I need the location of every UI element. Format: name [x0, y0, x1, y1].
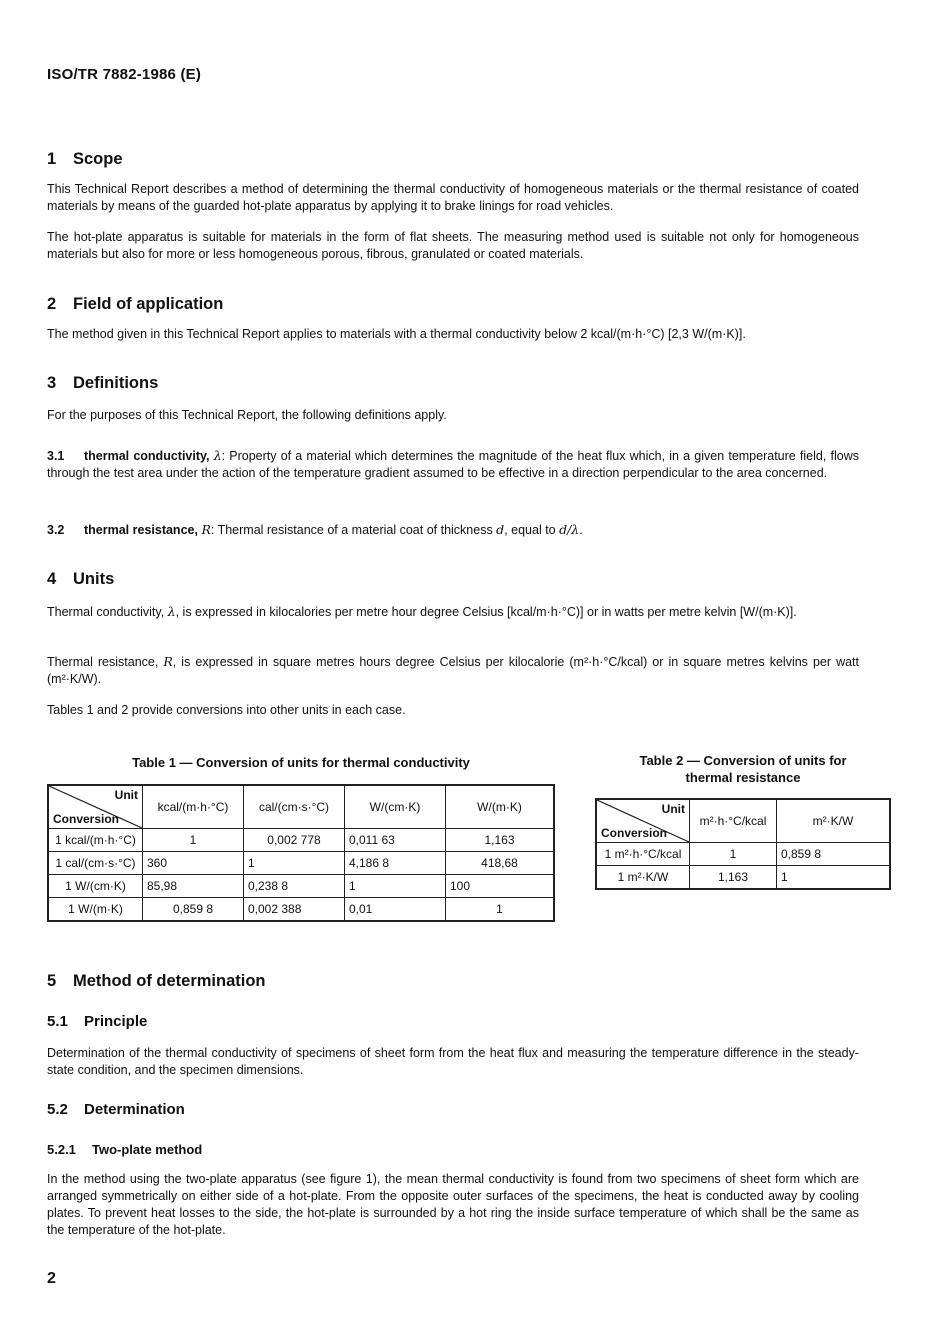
table-2-row-label: 1 m²·K/W: [596, 866, 690, 890]
table-1-cell: 1: [143, 829, 244, 852]
principle-paragraph: Determination of the thermal conductivity of specimens of sheet form from the heat flux and measuring the temperature difference in the steady-state condition, and the specimen dimensions.: [47, 1046, 859, 1077]
table-1-header-row: [48, 785, 554, 829]
table-2-caption-line-2: thermal resistance: [685, 770, 801, 785]
table-2-cell: 1: [690, 843, 777, 866]
table-1-corner-cell: [48, 785, 143, 829]
table-1-cell: 0,011 63: [345, 829, 446, 852]
document-id: ISO/TR 7882-1986 (E): [47, 66, 202, 83]
section-3-heading: 3 Definitions: [47, 374, 159, 392]
table-2-conversion-label: Conversion: [601, 826, 668, 840]
table-1-cell: 100: [446, 875, 555, 898]
units-paragraph-2: Thermal resistance, R, is expressed in square metres hours degree Celsius per kilocalorie (m²·h·°C/kcal) or in square metres kelvins per watt (m²·K/W).: [47, 654, 860, 686]
units-paragraph-1: Thermal conductivity, λ, is expressed in kilocalories per metre hour degree Celsius [kcal/m·h·°C)] or in watts per metre kelvin [W/(m·K)].: [47, 604, 797, 619]
table-2-header-row: [596, 799, 890, 843]
page-number: 2: [47, 1270, 56, 1287]
table-2-row: [596, 843, 890, 866]
table-1-cell: 1: [446, 898, 555, 922]
section-2-heading: 2 Field of application: [47, 295, 224, 313]
table-1-row: [48, 898, 554, 922]
table-1-header-cell: kcal/(m·h·°C): [143, 785, 244, 829]
table-1-conversion-label: Conversion: [53, 812, 120, 826]
section-4-heading: 4 Units: [47, 570, 115, 588]
scope-paragraph-2: The hot-plate apparatus is suitable for materials in the form of flat sheets. The measuring method used is suitable not only for homogeneous materials but also for more or less homogeneous porous, fibrous, granulated or coated materials.: [47, 230, 859, 261]
table-1-cell: 4,186 8: [345, 852, 446, 875]
table-2-caption-line-1: Table 2 — Conversion of units for: [639, 753, 847, 768]
table-1-header-cell: W/(cm·K): [345, 785, 446, 829]
table-2-header-cell: m²·h·°C/kcal: [690, 799, 777, 843]
table-1-cell: 85,98: [143, 875, 244, 898]
table-1-row-label: 1 cal/(cm·s·°C): [48, 852, 143, 875]
table-1-cell: 0,01: [345, 898, 446, 922]
table-2-cell: 1,163: [690, 866, 777, 890]
table-1-cell: 1,163: [446, 829, 555, 852]
table-1-unit-label: Unit: [114, 788, 138, 802]
table-1-row: [48, 829, 554, 852]
section-5-heading: 5 Method of determination: [47, 972, 266, 990]
table-1-cell: 0,002 388: [244, 898, 345, 922]
table-2-cell: 1: [777, 866, 891, 890]
table-2-row-label: 1 m²·h·°C/kcal: [596, 843, 690, 866]
table-2-cell: 0,859 8: [777, 843, 891, 866]
two-plate-method-paragraph: In the method using the two-plate apparatus (see figure 1), the mean thermal conductivity is found from two specimens of sheet form which are arranged symmetrically on either side of a hot-plate. From the opposite outer surfaces of the specimens, the heat is conducted away by cooling plates. To prevent heat losses to the side, the hot-plate is surrounded by a hot ring the inside surface temperature of which shall be the same as the temperature of the hot-plate.: [47, 1172, 859, 1237]
definitions-intro: For the purposes of this Technical Report, the following definitions apply.: [47, 408, 447, 422]
table-1-header-cell: W/(m·K): [446, 785, 555, 829]
section-5-1-heading: 5.1 Principle: [47, 1013, 148, 1030]
table-2-corner-cell: [596, 799, 690, 843]
table-1-header-cell: cal/(cm·s·°C): [244, 785, 345, 829]
table-1-cell: 418,68: [446, 852, 555, 875]
table-2: [595, 798, 891, 890]
table-1-row-label: 1 W/(m·K): [48, 898, 143, 922]
table-1-cell: 360: [143, 852, 244, 875]
field-of-application-paragraph: The method given in this Technical Report applies to materials with a thermal conductivity below 2 kcal/(m·h·°C) [2,3 W/(m·K)].: [47, 327, 746, 341]
table-1-cell: 1: [244, 852, 345, 875]
table-1-cell: 0,238 8: [244, 875, 345, 898]
table-1-row-label: 1 W/(cm·K): [48, 875, 143, 898]
table-1: [47, 784, 555, 922]
table-2-row: [596, 866, 890, 890]
section-5-2-heading: 5.2 Determination: [47, 1101, 185, 1118]
table-2-caption: [595, 752, 891, 786]
scope-paragraph-1: This Technical Report describes a method of determining the thermal conductivity of homogeneous materials or the thermal resistance of coated materials by means of the guarded hot-plate apparatus by applying it to brake linings for road vehicles.: [47, 182, 859, 213]
section-1-heading: 1 Scope: [47, 150, 123, 168]
table-1-cell: 1: [345, 875, 446, 898]
table-1-cell: 0,859 8: [143, 898, 244, 922]
units-paragraph-3: Tables 1 and 2 provide conversions into other units in each case.: [47, 703, 406, 717]
table-1-cell: 0,002 778: [244, 829, 345, 852]
table-1-caption: Table 1 — Conversion of units for thermal conductivity: [132, 755, 470, 770]
definition-thermal-conductivity: 3.1 thermal conductivity, λ: Property of a material which determines the magnitude of the heat flux which, in a given temperature field, flows through the test area under the action of the temperature gradient assumed to be effective in a direction perpendicular to the area concerned.: [47, 448, 859, 480]
section-5-2-1-heading: 5.2.1 Two-plate method: [47, 1142, 203, 1157]
table-1-row-label: 1 kcal/(m·h·°C): [48, 829, 143, 852]
table-1-row: [48, 852, 554, 875]
table-1-row: [48, 875, 554, 898]
definition-thermal-resistance: 3.2 thermal resistance, R: Thermal resistance of a material coat of thickness d, equal to d/λ.: [47, 522, 583, 537]
table-2-header-cell: m²·K/W: [777, 799, 891, 843]
table-2-unit-label: Unit: [661, 802, 685, 816]
